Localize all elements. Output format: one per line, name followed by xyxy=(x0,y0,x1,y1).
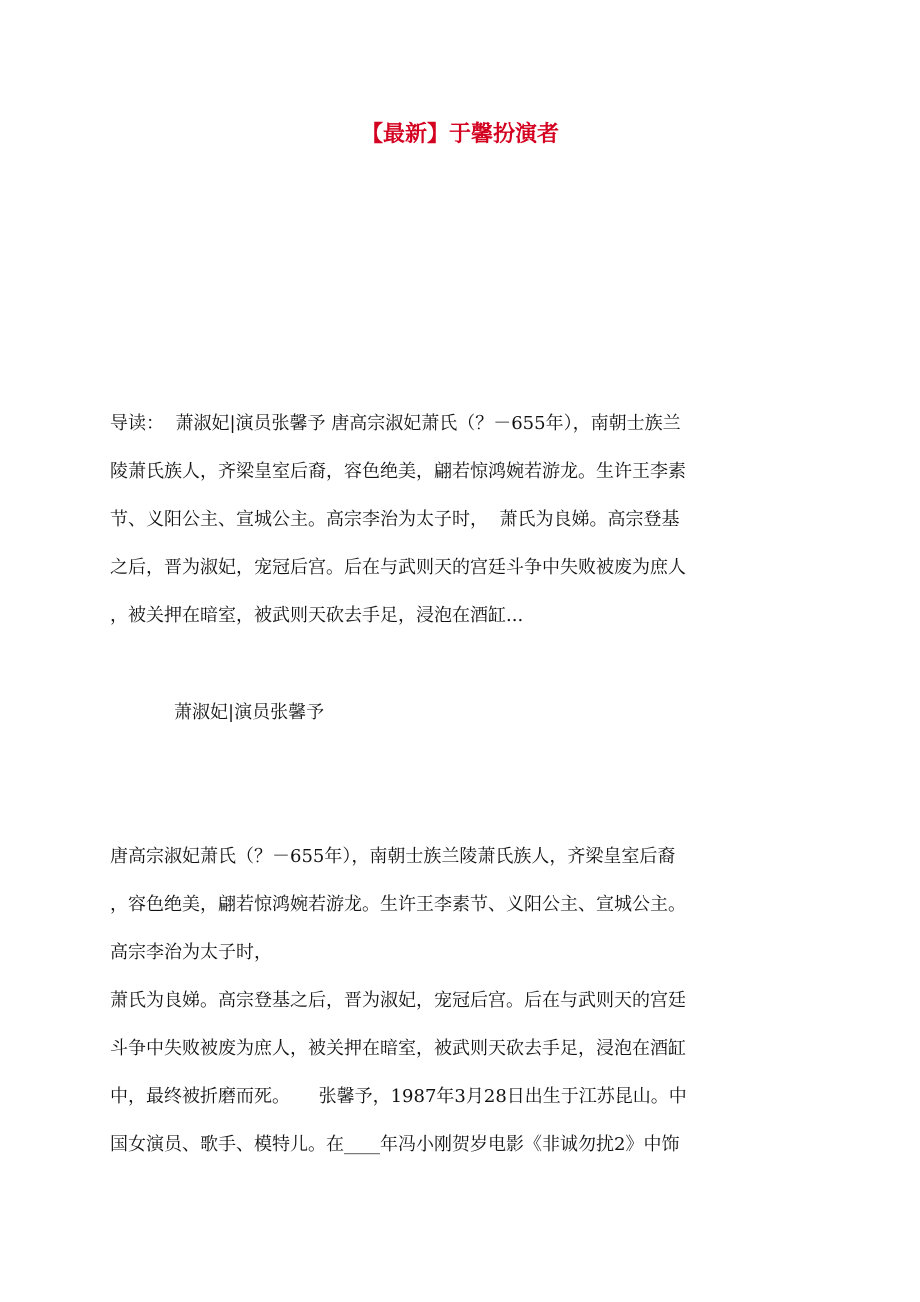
body-line: ，容色绝美，翩若惊鸿婉若游龙。生许王李素节、义阳公主、宣城公主。 xyxy=(110,894,686,915)
body-line: 高宗李治为太子时， xyxy=(110,942,272,963)
intro-line: 之后，晋为淑妃，宠冠后宫。后在与武则天的宫廷斗争中失败被废为庶人 xyxy=(110,557,686,578)
intro-line: 节、义阳公主、宣城公主。高宗李治为太子时， 萧氏为良娣。高宗登基 xyxy=(110,509,680,530)
subheading-text: 萧淑妃|演员张馨予 xyxy=(174,702,325,723)
intro-paragraph xyxy=(110,400,810,640)
body-line: 国女演员、歌手、模特儿。在____年冯小刚贺岁电影《非诚勿扰2》中饰 xyxy=(110,1134,680,1155)
body-line: 中，最终被折磨而死。 张馨予，1987年3月28日出生于江苏昆山。中 xyxy=(110,1086,687,1107)
intro-line: 导读： 萧淑妃|演员张馨予 唐高宗淑妃萧氏（？－655年），南朝士族兰 xyxy=(110,413,681,434)
section-subheading xyxy=(174,689,874,737)
document-title: 【最新】于馨扮演者 xyxy=(360,121,559,147)
body-line: 萧氏为良娣。高宗登基之后，晋为淑妃，宠冠后宫。后在与武则天的宫廷 xyxy=(110,990,686,1011)
body-line: 唐高宗淑妃萧氏（？－655年），南朝士族兰陵萧氏族人，齐梁皇室后裔 xyxy=(110,846,676,867)
intro-line: ，被关押在暗室，被武则天砍去手足，浸泡在酒缸... xyxy=(110,605,524,626)
intro-line: 陵萧氏族人，齐梁皇室后裔，容色绝美，翩若惊鸿婉若游龙。生许王李素 xyxy=(110,461,686,482)
body-paragraph xyxy=(110,833,810,1169)
body-line: 斗争中失败被废为庶人，被关押在暗室，被武则天砍去手足，浸泡在酒缸 xyxy=(110,1038,686,1059)
